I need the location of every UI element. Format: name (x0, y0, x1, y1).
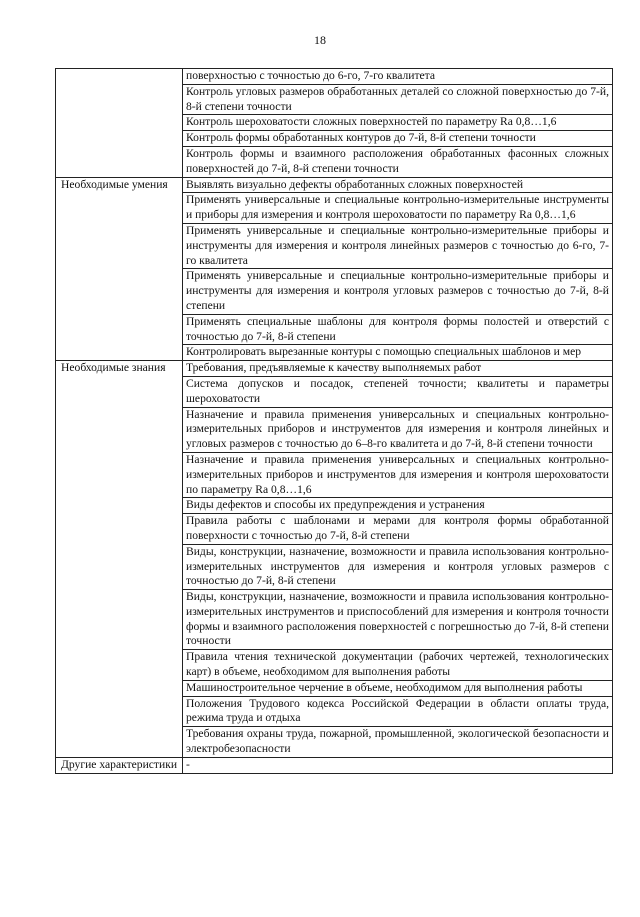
other-label: Другие характеристики (56, 757, 183, 773)
table-row (56, 69, 613, 85)
knowledge-cell: Правила чтения технической документации (рабочих чертежей, технологических карт) в объеме, необходимом для выполнения работы (183, 650, 613, 681)
page-number: 18 (314, 33, 326, 47)
table-row (56, 757, 613, 773)
knowledge-label: Необходимые знания (56, 361, 183, 758)
knowledge-cell: Назначение и правила применения универсальных и специальных контрольно-измерительных приборов и инструментов для измерения и контроля линейных и угловых размеров с точностью до 6–8-го квалитета и до 7-й, 8-й степени точности (183, 407, 613, 452)
skill-cell: Применять универсальные и специальные контрольно-измерительные приборы и инструменты для измерения и контроля линейных размеров с точностью до 6-го, 7-го квалитета (183, 223, 613, 268)
description-cell: поверхностью с точностью до 6-го, 7-го квалитета (183, 69, 613, 85)
knowledge-cell: Требования охраны труда, пожарной, промышленной, экологической безопасности и электробезопасности (183, 727, 613, 758)
skills-label: Необходимые умения (56, 177, 183, 361)
knowledge-cell: Система допусков и посадок, степеней точности; квалитеты и параметры шероховатости (183, 376, 613, 407)
knowledge-cell: Требования, предъявляемые к качеству выполняемых работ (183, 361, 613, 377)
table-row (56, 177, 613, 193)
description-cell: Контроль шероховатости сложных поверхностей по параметру Ra 0,8…1,6 (183, 115, 613, 131)
description-cell: Контроль формы и взаимного расположения обработанных фасонных сложных поверхностей до 7-й, 8-й степени точности (183, 146, 613, 177)
knowledge-cell: Правила работы с шаблонами и мерами для контроля формы обработанной поверхности с точностью до 7-й, 8-й степени (183, 514, 613, 545)
knowledge-cell: Виды, конструкции, назначение, возможности и правила использования контрольно-измерительных инструментов и приспособлений для измерения и контроля точности формы и взаимного расположения поверхностей с погрешностью до 7-й, 8-й степени точности (183, 590, 613, 650)
knowledge-cell: Назначение и правила применения универсальных и специальных контрольно-измерительных приборов и инструментов для измерения и контроля шероховатости по параметру Ra 0,8…1,6 (183, 452, 613, 497)
skill-cell: Контролировать вырезанные контуры с помощью специальных шаблонов и мер (183, 345, 613, 361)
competency-table (55, 68, 613, 774)
label-cell-empty (56, 69, 183, 178)
skill-cell: Применять универсальные и специальные контрольно-измерительные приборы и инструменты для измерения и контроля угловых размеров с точностью до 7-й, 8-й степени (183, 269, 613, 314)
knowledge-cell: Машиностроительное черчение в объеме, необходимом для выполнения работы (183, 680, 613, 696)
knowledge-cell: Виды, конструкции, назначение, возможности и правила использования контрольно-измерительных инструментов для измерения и контроля угловых размеров с точностью до 7-й, 8-й степени (183, 544, 613, 589)
other-value: - (183, 757, 613, 773)
description-cell: Контроль угловых размеров обработанных деталей со сложной поверхностью до 7-й, 8-й степени точности (183, 84, 613, 115)
knowledge-cell: Виды дефектов и способы их предупреждения и устранения (183, 498, 613, 514)
description-cell: Контроль формы обработанных контуров до 7-й, 8-й степени точности (183, 131, 613, 147)
knowledge-cell: Положения Трудового кодекса Российской Федерации в области оплаты труда, режима труда и отдыха (183, 696, 613, 727)
skill-cell: Применять универсальные и специальные контрольно-измерительные инструменты и приборы для измерения и контроля шероховатости по параметру Ra 0,8…1,6 (183, 193, 613, 224)
skill-cell: Выявлять визуально дефекты обработанных сложных поверхностей (183, 177, 613, 193)
skill-cell: Применять специальные шаблоны для контроля формы полостей и отверстий с точностью до 7-й, 8-й степени (183, 314, 613, 345)
table-row (56, 361, 613, 377)
